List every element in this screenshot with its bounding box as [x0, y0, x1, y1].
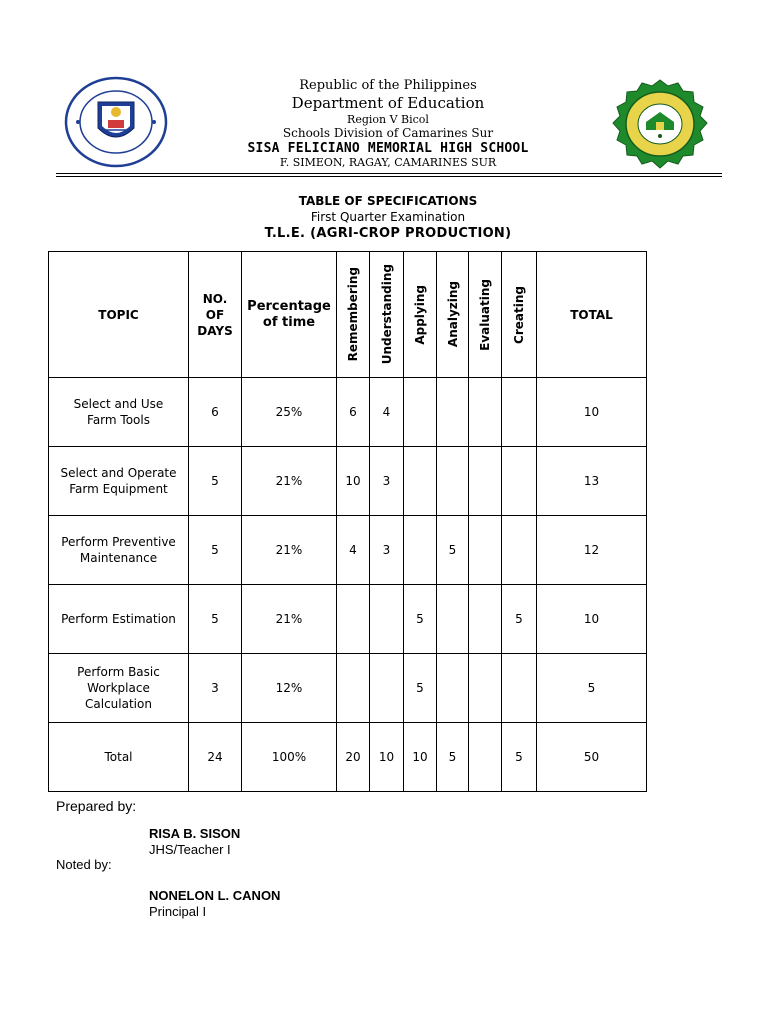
percentage-cell: 25% [242, 378, 337, 447]
header-remembering [337, 252, 370, 378]
header-total: TOTAL [537, 252, 647, 378]
header-days-line3: DAYS [197, 323, 233, 338]
days-cell: 5 [189, 516, 242, 585]
percentage-cell: 100% [242, 723, 337, 792]
table-total-row [49, 723, 647, 792]
header-understanding [370, 252, 404, 378]
creating-cell [502, 447, 537, 516]
header-days-line2: OF [205, 307, 225, 322]
republic-line: Republic of the Philippines [299, 78, 477, 93]
header-topic: TOPIC [49, 252, 189, 378]
region-line: Region V Bicol [347, 113, 429, 126]
applying-cell [404, 378, 437, 447]
topic-cell [49, 447, 189, 516]
table-row [49, 654, 647, 723]
remembering-cell: 4 [337, 516, 370, 585]
school-name: SISA FELICIANO MEMORIAL HIGH SCHOOL [247, 141, 529, 156]
school-address: F. SIMEON, RAGAY, CAMARINES SUR [279, 156, 497, 169]
remembering-cell [337, 585, 370, 654]
understanding-cell: 3 [370, 447, 404, 516]
analyzing-cell [437, 585, 469, 654]
topic-cell [49, 585, 189, 654]
evaluating-cell [469, 516, 502, 585]
understanding-cell [370, 585, 404, 654]
evaluating-cell [469, 654, 502, 723]
department-line: Department of Education [291, 94, 485, 112]
creating-cell [502, 516, 537, 585]
total-cell: 10 [537, 378, 647, 447]
evaluating-cell [469, 585, 502, 654]
days-cell: 24 [189, 723, 242, 792]
percentage-cell: 21% [242, 585, 337, 654]
applying-cell [404, 447, 437, 516]
topic-line: Perform Preventive [61, 535, 176, 549]
analyzing-cell [437, 654, 469, 723]
total-cell: 10 [537, 585, 647, 654]
header-creating [502, 252, 537, 378]
days-cell: 3 [189, 654, 242, 723]
applying-cell: 10 [404, 723, 437, 792]
creating-cell: 5 [502, 723, 537, 792]
deped-seal-logo [64, 76, 168, 168]
topic-line: Total [104, 750, 133, 764]
noter-name: NONELON L. CANON [149, 888, 281, 903]
topic-line: Perform Basic [77, 665, 160, 679]
total-cell: 50 [537, 723, 647, 792]
table-row [49, 447, 647, 516]
evaluating-cell [469, 378, 502, 447]
percentage-cell: 21% [242, 447, 337, 516]
evaluating-cell [469, 723, 502, 792]
percentage-cell: 12% [242, 654, 337, 723]
evaluating-cell [469, 447, 502, 516]
understanding-cell [370, 654, 404, 723]
days-cell: 6 [189, 378, 242, 447]
header-remembering-label: Remembering [346, 267, 360, 362]
applying-cell: 5 [404, 585, 437, 654]
topic-line: Farm Tools [87, 413, 150, 427]
topic-cell [49, 723, 189, 792]
preparer-position: JHS/Teacher I [149, 842, 231, 857]
header-evaluating [469, 252, 502, 378]
preparer-name: RISA B. SISON [149, 826, 241, 841]
topic-line: Farm Equipment [69, 482, 168, 496]
total-cell: 5 [537, 654, 647, 723]
table-row [49, 378, 647, 447]
header-rule-top [56, 173, 722, 174]
header-understanding-label: Understanding [379, 264, 394, 365]
header-evaluating-label: Evaluating [478, 278, 492, 351]
analyzing-cell [437, 447, 469, 516]
understanding-cell: 3 [370, 516, 404, 585]
applying-cell: 5 [404, 654, 437, 723]
total-cell: 12 [537, 516, 647, 585]
topic-cell [49, 654, 189, 723]
header-rule-bottom [56, 176, 722, 177]
header-creating-label: Creating [512, 285, 526, 344]
specifications-table [48, 251, 647, 792]
applying-cell [404, 516, 437, 585]
prepared-by-label: Prepared by: [56, 798, 137, 814]
topic-cell [49, 378, 189, 447]
topic-line: Calculation [85, 697, 152, 711]
remembering-cell: 6 [337, 378, 370, 447]
header-analyzing [437, 252, 469, 378]
days-cell: 5 [189, 447, 242, 516]
topic-line: Perform Estimation [61, 612, 176, 626]
noted-by-label: Noted by: [56, 857, 112, 872]
exam-subtitle: First Quarter Examination [310, 210, 466, 224]
total-cell: 13 [537, 447, 647, 516]
topic-line: Select and Use [73, 397, 164, 411]
creating-cell: 5 [502, 585, 537, 654]
analyzing-cell: 5 [437, 516, 469, 585]
understanding-cell: 10 [370, 723, 404, 792]
subject-title: T.L.E. (AGRI-CROP PRODUCTION) [264, 226, 512, 241]
document-header [0, 0, 768, 180]
days-cell: 5 [189, 585, 242, 654]
analyzing-cell: 5 [437, 723, 469, 792]
table-header-row [49, 252, 647, 378]
header-applying [404, 252, 437, 378]
topic-line: Select and Operate [60, 466, 177, 480]
remembering-cell: 10 [337, 447, 370, 516]
remembering-cell: 20 [337, 723, 370, 792]
header-pct-line1: Percentage [247, 298, 331, 314]
header-days [189, 252, 242, 378]
noter-position: Principal I [149, 904, 207, 919]
header-pct-line2: of time [262, 314, 316, 330]
percentage-cell: 21% [242, 516, 337, 585]
header-days-line1: NO. [202, 291, 228, 306]
table-row [49, 516, 647, 585]
header-analyzing-label: Analyzing [445, 281, 460, 348]
table-row [49, 585, 647, 654]
creating-cell [502, 654, 537, 723]
remembering-cell [337, 654, 370, 723]
creating-cell [502, 378, 537, 447]
understanding-cell: 4 [370, 378, 404, 447]
school-seal-logo [608, 78, 712, 172]
topic-cell [49, 516, 189, 585]
header-percentage [242, 252, 337, 378]
document-title: TABLE OF SPECIFICATIONS [298, 194, 478, 208]
header-applying-label: Applying [413, 284, 427, 345]
division-line: Schools Division of Camarines Sur [282, 126, 494, 140]
topic-line: Maintenance [79, 551, 158, 565]
topic-line: Workplace [87, 681, 150, 695]
analyzing-cell [437, 378, 469, 447]
